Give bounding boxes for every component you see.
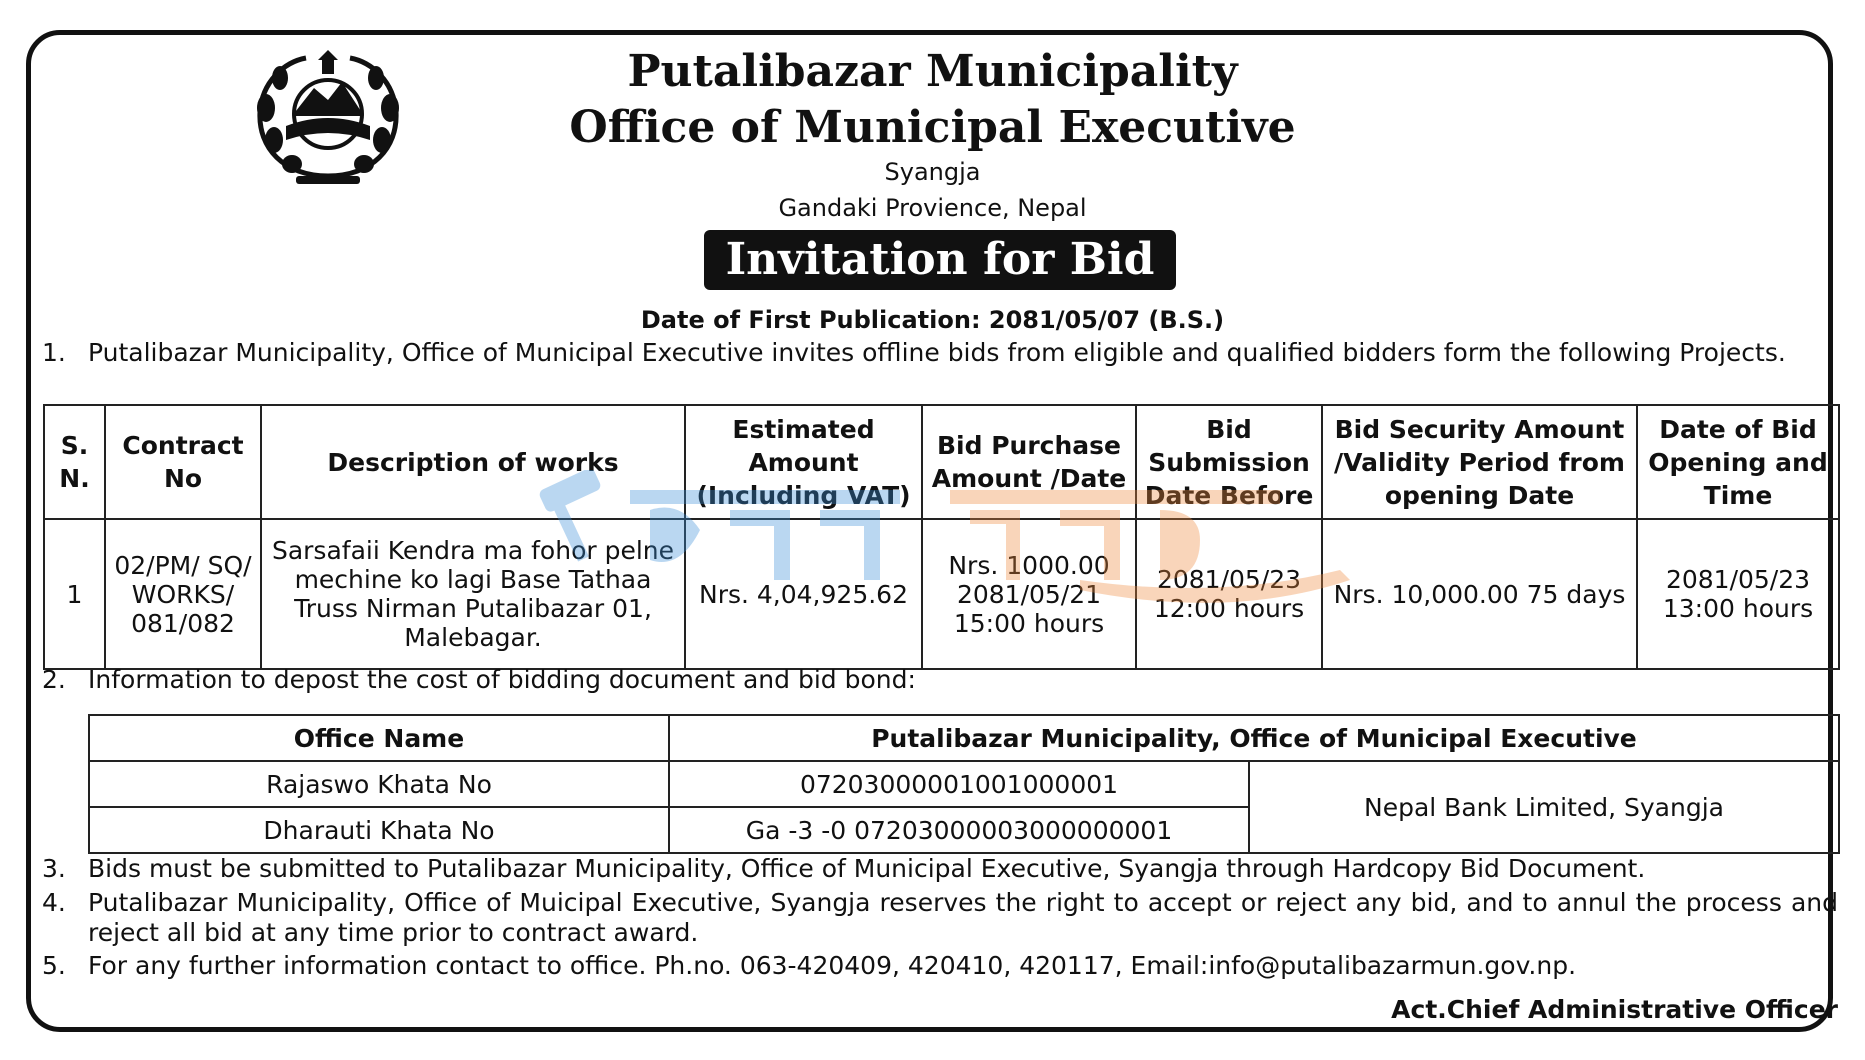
province-name: Gandaki Provience, Nepal	[778, 194, 1087, 222]
publication-date: Date of First Publication: 2081/05/07 (B.S.)	[640, 306, 1225, 334]
serial-number-cell: 1	[44, 519, 105, 669]
account-label-cell: Rajaswo Khata No	[89, 761, 669, 807]
column-header: Bid Security Amount /Validity Period from opening Date	[1322, 405, 1637, 519]
office-name-header: Office Name	[89, 715, 669, 761]
column-header: Date of Bid Opening and Time	[1637, 405, 1839, 519]
contract-no-cell: 02/PM/ SQ/ WORKS/ 081/082	[105, 519, 261, 669]
clause-2-text: Information to depost the cost of bidding document and bid bond:	[88, 665, 916, 694]
clause-1-text: Putalibazar Municipality, Office of Municipal Executive invites offline bids from eligible and qualified bidders form the following Projects.	[88, 338, 1786, 367]
table-row	[89, 761, 1839, 807]
bank-name-cell: Nepal Bank Limited, Syangja	[1249, 761, 1839, 853]
opening-date-cell: 2081/05/23 13:00 hours	[1637, 519, 1839, 669]
column-header: Contract No	[105, 405, 261, 519]
clause-3-number: 3.	[42, 854, 66, 883]
clause-3-text: Bids must be submitted to Putalibazar Municipality, Office of Municipal Executive, Syangja through Hardcopy Bid Document.	[88, 854, 1646, 883]
bid-security-cell: Nrs. 10,000.00 75 days	[1322, 519, 1637, 669]
municipality-name: Putalibazar Municipality	[627, 46, 1238, 97]
description-cell: Sarsafaii Kendra ma fohor pelne mechine ko lagi Base Tathaa Truss Nirman Putalibazar 01, Malebagar.	[261, 519, 685, 669]
office-name: Office of Municipal Executive	[569, 102, 1296, 153]
account-label-cell: Dharauti Khata No	[89, 807, 669, 853]
table-row	[44, 519, 1839, 669]
bank-info-table	[88, 714, 1840, 854]
district-name: Syangja	[884, 158, 981, 186]
table-header-row	[89, 715, 1839, 761]
account-number-cell: Ga -3 -0 07203000003000000001	[669, 807, 1249, 853]
column-header: Description of works	[261, 405, 685, 519]
clause-4-number: 4.	[42, 888, 66, 917]
column-header: Estimated Amount (Including VAT)	[685, 405, 922, 519]
clause-1-number: 1.	[42, 338, 66, 367]
clause-5-number: 5.	[42, 951, 66, 980]
table-header-row	[44, 405, 1839, 519]
bid-table	[43, 404, 1840, 670]
column-header: Bid Purchase Amount /Date	[922, 405, 1136, 519]
column-header: Bid Submission Date Before	[1136, 405, 1322, 519]
estimated-amount-cell: Nrs. 4,04,925.62	[685, 519, 922, 669]
bid-purchase-cell: Nrs. 1000.00 2081/05/21 15:00 hours	[922, 519, 1136, 669]
account-number-cell: 07203000001001000001	[669, 761, 1249, 807]
submission-date-cell: 2081/05/23 12:00 hours	[1136, 519, 1322, 669]
signatory-title: Act.Chief Administrative Officer	[1391, 995, 1838, 1024]
clause-4-text: Putalibazar Municipality, Office of Muicipal Executive, Syangja reserves the right to accept or reject any bid, and to annul the process and reject all bid at any time prior to contract award.	[88, 888, 1838, 947]
clause-5-text: For any further information contact to office. Ph.no. 063-420409, 420410, 420117, Email:info@putalibazarmun.gov.np.	[88, 951, 1577, 980]
clause-2-number: 2.	[42, 665, 66, 694]
column-header: S. N.	[44, 405, 105, 519]
invitation-banner: Invitation for Bid	[704, 230, 1176, 290]
office-name-value: Putalibazar Municipality, Office of Municipal Executive	[669, 715, 1839, 761]
